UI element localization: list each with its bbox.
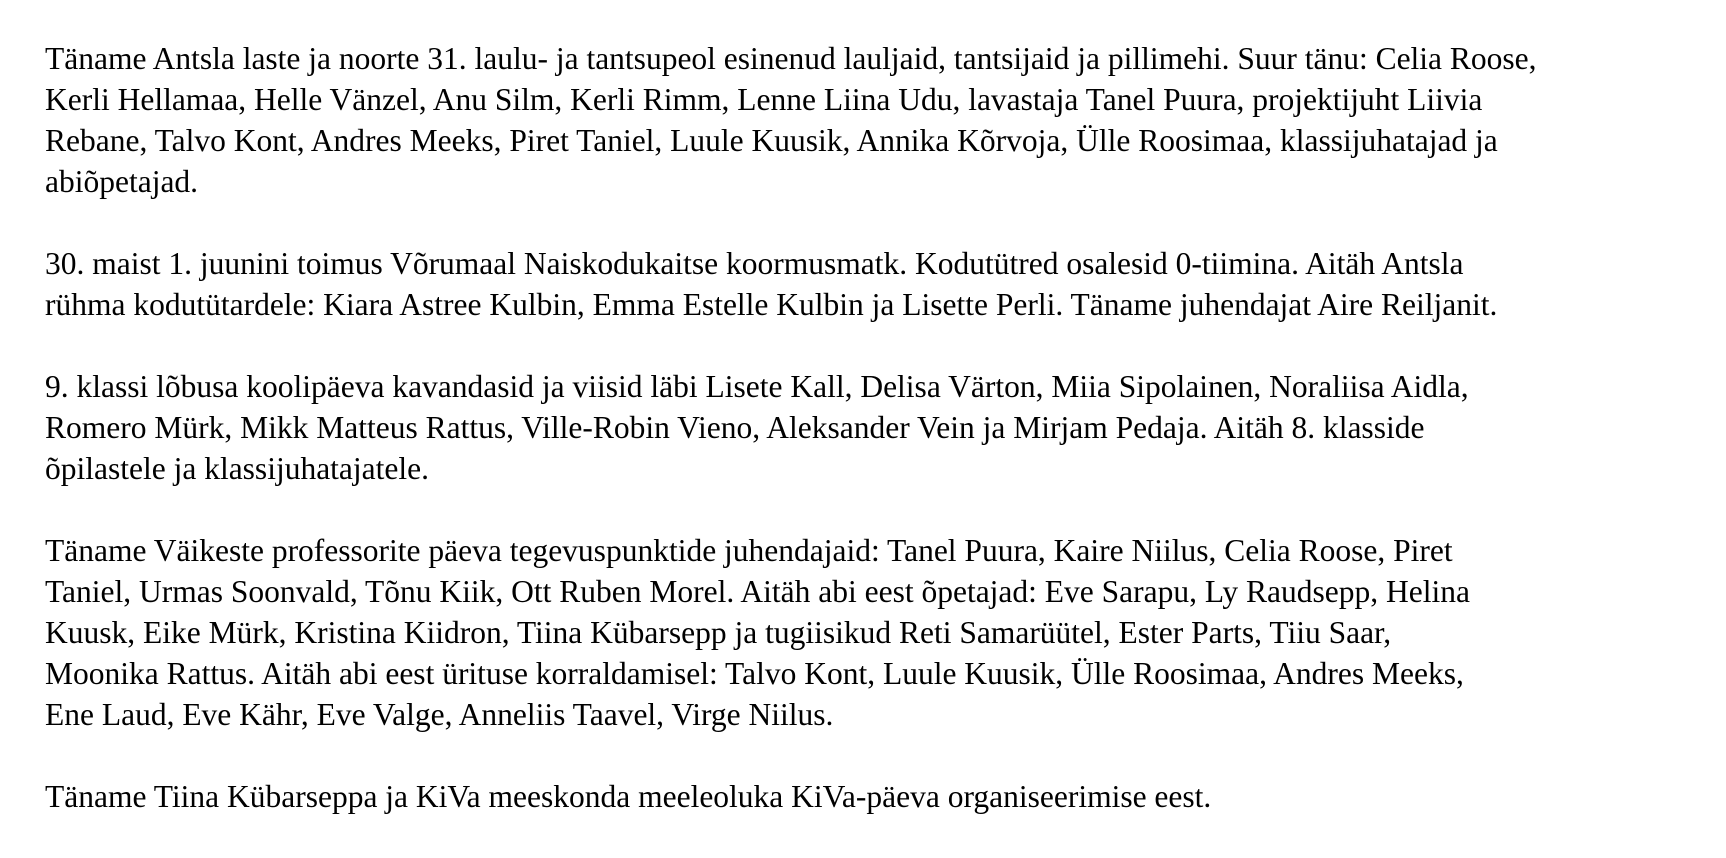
text-line: Täname Tiina Kübarseppa ja KiVa meeskonda meeleoluka KiVa-päeva organiseerimise eest. [45,779,1212,814]
paragraph-singers-thanks [45,38,1715,202]
paragraph-professors-day-thanks [45,530,1715,735]
text-line: abiõpetajad. [45,164,199,199]
text-line: Ene Laud, Eve Kähr, Eve Valge, Anneliis Taavel, Virge Niilus. [45,697,834,732]
text-line: Kerli Hellamaa, Helle Vänzel, Anu Silm, Kerli Rimm, Lenne Liina Udu, lavastaja Tanel Puura, projektijuht Liivia [45,82,1483,117]
text-line: Moonika Rattus. Aitäh abi eest ürituse korraldamisel: Talvo Kont, Luule Kuusik, Ülle Roosimaa, Andres Meeks, [45,656,1464,691]
paragraph-kiva-day-thanks [45,776,1715,817]
paragraph-school-day-thanks [45,366,1715,489]
text-line: Täname Väikeste professorite päeva tegevuspunktide juhendajaid: Tanel Puura, Kaire Niilus, Celia Roose, Piret [45,533,1453,568]
text-line: Täname Antsla laste ja noorte 31. laulu- ja tantsupeol esinenud lauljaid, tantsijaid ja pillimehi. Suur tänu: Celia Roose, [45,41,1537,76]
document-body [45,38,1715,858]
text-line: Kuusk, Eike Mürk, Kristina Kiidron, Tiina Kübarsepp ja tugiisikud Reti Samarüütel, Ester Parts, Tiiu Saar, [45,615,1392,650]
text-line: Rebane, Talvo Kont, Andres Meeks, Piret Taniel, Luule Kuusik, Annika Kõrvoja, Ülle Roosimaa, klassijuhatajad ja [45,123,1498,158]
text-line: Romero Mürk, Mikk Matteus Rattus, Ville-Robin Vieno, Aleksander Vein ja Mirjam Pedaja. Aitäh 8. klasside [45,410,1425,445]
text-line: 30. maist 1. juunini toimus Võrumaal Naiskodukaitse koormusmatk. Kodutütred osalesid 0-tiimina. Aitäh Antsla [45,246,1464,281]
paragraph-hike-thanks [45,243,1715,325]
text-line: rühma kodutütardele: Kiara Astree Kulbin, Emma Estelle Kulbin ja Lisette Perli. Täname juhendajat Aire Reiljanit. [45,287,1498,322]
text-line: Taniel, Urmas Soonvald, Tõnu Kiik, Ott Ruben Morel. Aitäh abi eest õpetajad: Eve Sarapu, Ly Raudsepp, Helina [45,574,1470,609]
text-line: 9. klassi lõbusa koolipäeva kavandasid ja viisid läbi Lisete Kall, Delisa Värton, Miia Sipolainen, Noraliisa Aidla, [45,369,1469,404]
text-line: õpilastele ja klassijuhatajatele. [45,451,429,486]
